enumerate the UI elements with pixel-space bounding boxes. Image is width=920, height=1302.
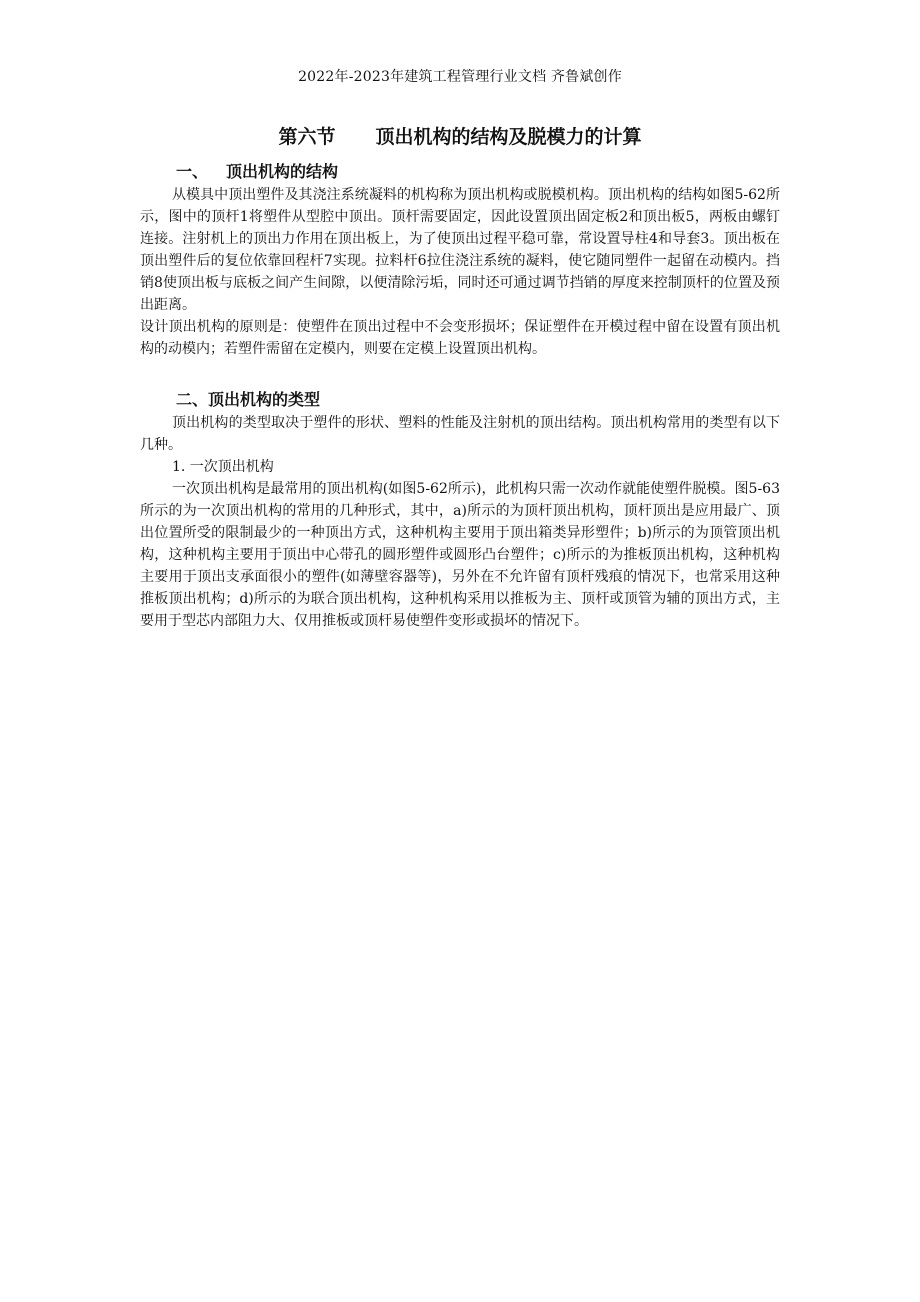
section2-paragraph-1: 顶出机构的类型取决于塑件的形状、塑料的性能及注射机的顶出结构。顶出机构常用的类型有以下几种。 <box>140 415 780 453</box>
section1-heading <box>140 160 780 184</box>
document-body <box>140 160 780 632</box>
section1-paragraph-1: 从模具中顶出塑件及其浇注系统凝料的机构称为顶出机构或脱模机构。顶出机构的结构如图5-62所示，图中的顶杆1将塑件从型腔中顶出。顶杆需要固定，因此设置顶出固定板2和顶出板5，两板由螺钉连接。注射机上的顶出力作用在顶出板上，为了使顶出过程平稳可靠，常设置导柱4和导套3。顶出板在顶出塑件后的复位依靠回程杆7实现。拉料杆6拉住浇注系统的凝料，使它随同塑件一起留在动模内。挡销8使顶出板与底板之间产生间隙，以便清除污垢，同时还可通过调节挡销的厚度来控制顶杆的位置及预出距离。 <box>140 187 780 313</box>
section1-heading-text: 顶出机构的结构 <box>226 162 339 181</box>
section1-paragraph-2: 设计顶出机构的原则是：使塑件在顶出过程中不会变形损坏；保证塑件在开模过程中留在设置有顶出机构的动模内；若塑件需留在定模内，则要在定模上设置顶出机构。 <box>140 319 780 357</box>
page-title <box>0 122 920 149</box>
section2-heading: 二、顶出机构的类型 <box>176 390 321 409</box>
title-text: 顶出机构的结构及脱模力的计算 <box>375 126 642 148</box>
page-header: 2022年-2023年建筑工程管理行业文档 齐鲁斌创作 <box>298 69 622 85</box>
title-section-number: 第六节 <box>278 126 336 148</box>
section2-subheading-1: 1. 一次顶出机构 <box>172 459 274 475</box>
section2-paragraph-2: 一次顶出机构是最常用的顶出机构(如图5-62所示)，此机构只需一次动作就能使塑件脱模。图5-63所示的为一次顶出机构的常用的几种形式，其中，a)所示的为顶杆顶出机构，顶杆顶出是应用最广、顶出位置所受的限制最少的一种顶出方式，这种机构主要用于顶出箱类异形塑件；b)所示的为顶管顶出机构，这种机构主要用于顶出中心带孔的圆形塑件或圆形凸台塑件；c)所示的为推板顶出机构，这种机构主要用于顶出支承面很小的塑件(如薄壁容器等)，另外在不允许留有顶杆残痕的情况下，也常采用这种推板顶出机构；d)所示的为联合顶出机构，这种机构采用以推板为主、顶杆或顶管为辅的顶出方式，主要用于型芯内部阻力大、仅用推板或顶杆易使塑件变形或损坏的情况下。 <box>140 481 780 629</box>
section1-number: 一、 <box>176 162 209 181</box>
